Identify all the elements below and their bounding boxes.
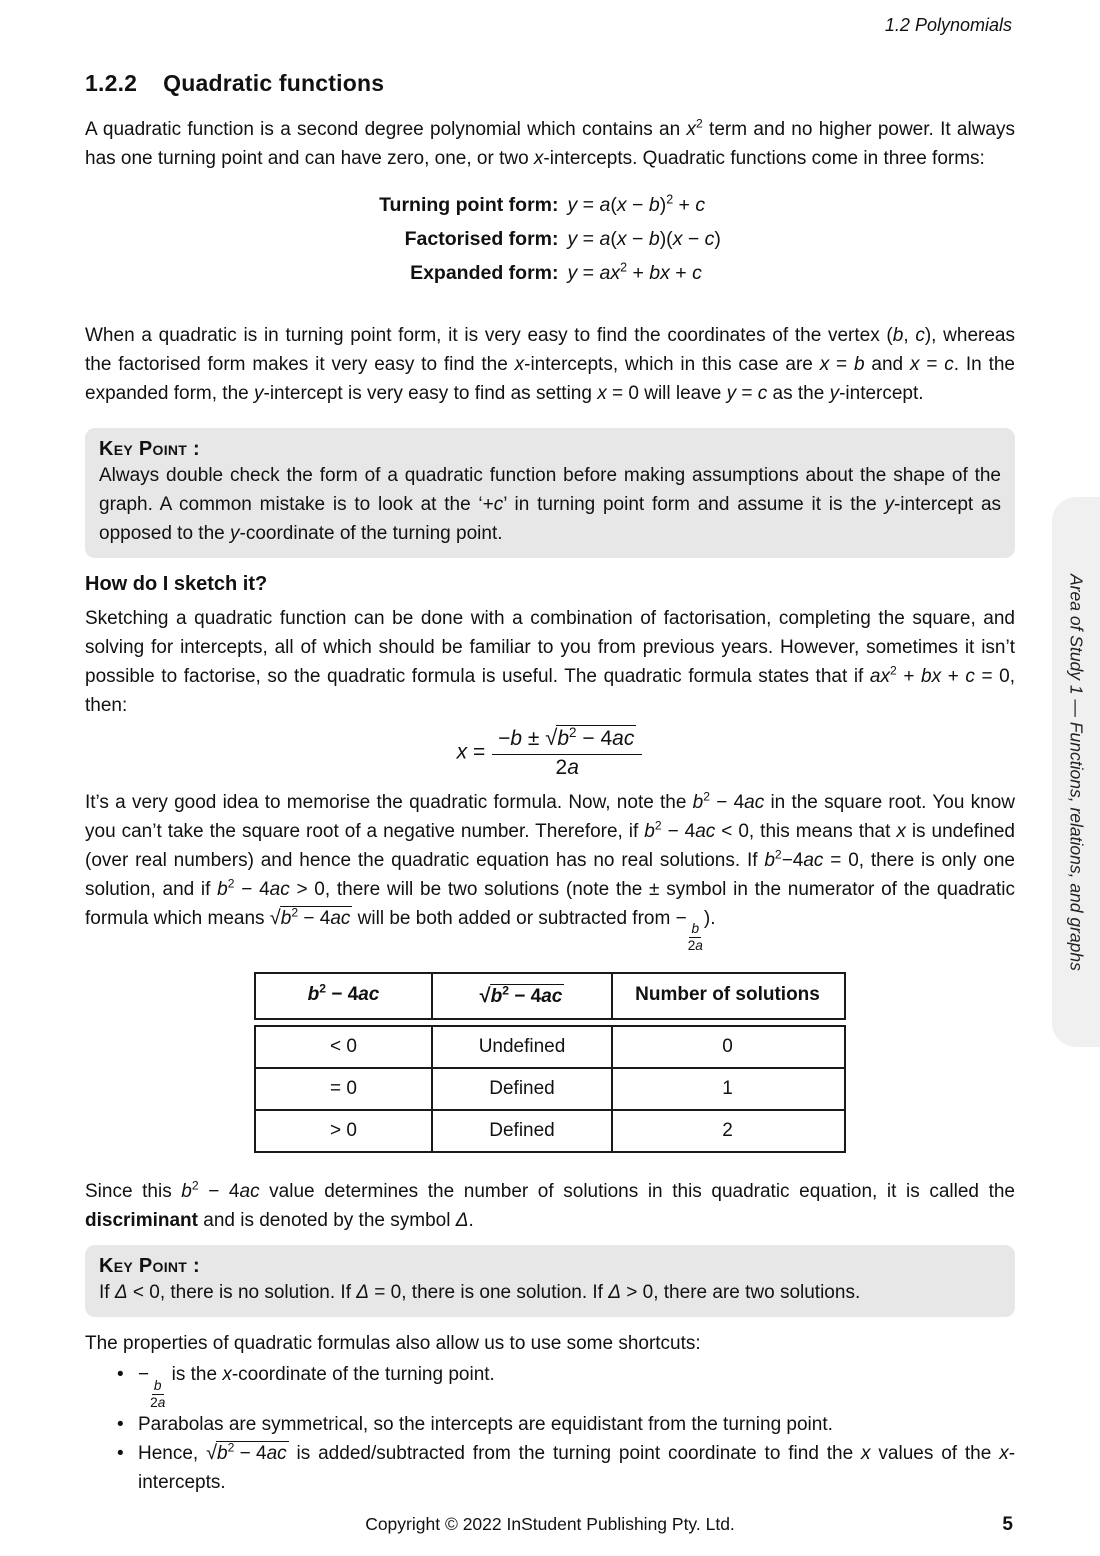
intro-paragraph: A quadratic function is a second degree polynomial which contains an $x^2$ term and no higher power. It always has one turning point and can have zero, one, or two x-intercepts. Quadratic functions come in three forms:: [85, 116, 1016, 169]
section-heading: [85, 70, 1015, 97]
discriminant-table: [254, 972, 846, 1154]
bullet-icon: •: [117, 1443, 124, 1465]
chapter-label: 1.2 Polynomials: [884, 15, 1012, 35]
form-label-expanded: Expanded form:: [410, 262, 559, 284]
discriminant-paragraph: Since this $b^2 - 4ac$ value determines the number of solutions in this quadratic equation, it is called the discriminant and is denoted by the symbol Δ.: [85, 1178, 1015, 1232]
table-cell: = 0: [256, 1069, 433, 1109]
area-of-study-label: Area of Study 1 — Functions, relations, and graphs: [1066, 573, 1087, 971]
section-number: 1.2.2: [85, 70, 138, 96]
key-point-label: Key Point :: [99, 438, 200, 460]
table-cell: 2: [722, 1120, 733, 1142]
page-footer: [85, 1514, 1015, 1540]
table-body: [254, 1025, 846, 1153]
page-number: 5: [1002, 1514, 1013, 1535]
table-header-cell: $b^2 - 4ac$: [256, 974, 433, 1019]
table-cell: 1: [722, 1078, 733, 1100]
quadratic-forms-block: [379, 193, 721, 285]
key-point-body: If Δ < 0, there is no solution. If Δ = 0, there is one solution. If Δ > 0, there are two solutions.: [99, 1282, 861, 1304]
bullet-icon: •: [117, 1364, 124, 1386]
table-row: [256, 1109, 844, 1151]
table-cell: < 0: [256, 1027, 433, 1067]
key-point-body: Always double check the form of a quadratic function before making assumptions about the shape of the graph. A common mistake is to look at the ‘+c’ in turning point form and assume it is the y-intercept as opposed to the y-coordinate of the turning point.: [99, 465, 1002, 544]
bullet-icon: •: [117, 1414, 124, 1436]
table-cell: > 0: [256, 1111, 433, 1151]
page-content: [85, 0, 1015, 1497]
table-row: [256, 1027, 844, 1067]
table-cell: 0: [722, 1036, 733, 1058]
copyright-text: Copyright © 2022 InStudent Publishing Pty. Ltd.: [365, 1514, 735, 1534]
form-label-factorised: Factorised form:: [404, 228, 559, 250]
key-point-label: Key Point :: [99, 1255, 200, 1278]
quadratic-formula: x = $\frac{-b \pm √b^2 - 4ac}{2a}$: [85, 724, 1015, 782]
list-item: [117, 1439, 1015, 1497]
list-item: [117, 1360, 1015, 1410]
sketch-paragraph: Sketching a quadratic function can be done with a combination of factorisation, completing the square, and solving for intercepts, all of which should be familiar to you from previous years. However, sometimes it isn’t possible to factorise, so the quadratic formula is useful. The quadratic formula states that if $ax^2$ + bx + c = 0, then:: [85, 608, 1016, 716]
table-header-row: [254, 972, 846, 1021]
vertex-paragraph: When a quadratic is in turning point form, it is very easy to find the coordinates of the vertex (b, c), whereas the factorised form makes it very easy to find the x-intercepts, which in this case are x = b and x = c. In the expanded form, the y-intercept is very easy to find as setting x = 0 will leave y = c as the y-intercept.: [85, 325, 1015, 404]
table-cell: Defined: [433, 1111, 613, 1151]
shortcuts-list: [85, 1360, 1015, 1497]
table-cell: Defined: [433, 1069, 613, 1109]
table-header-cell: $√b^2 - 4ac$: [433, 974, 613, 1019]
shortcuts-intro: The properties of quadratic formulas also allow us to use some shortcuts:: [85, 1333, 701, 1355]
list-item-text: Hence, $√b^2 - 4ac$ is added/subtracted from the turning point coordinate to find the x values of the x-intercepts.: [138, 1440, 1016, 1494]
form-math-factorised: y = a(x − b)(x − c): [567, 228, 721, 250]
list-item-text: − $\frac{b}{2a}$ is the x-coordinate of the turning point.: [138, 1364, 495, 1410]
table-cell: Undefined: [433, 1027, 613, 1067]
form-math-expanded: $y = ax^2$ + bx + c: [567, 260, 702, 284]
table-header-cell: Number of solutions: [635, 983, 820, 1005]
form-label-turning-point: Turning point form:: [379, 194, 559, 216]
list-item-text: Parabolas are symmetrical, so the intercepts are equidistant from the turning point.: [138, 1414, 833, 1436]
memorise-paragraph: It’s a very good idea to memorise the quadratic formula. Now, note the $b^2 - 4ac$ in the square root. You know you can’t take the square root of a negative number. Therefore, if $b^2 - 4ac < 0$, this means that x is undefined (over real numbers) and hence the quadratic equation has no real solutions. If $b^2-4ac = 0$, there is only one solution, and if $b^2 - 4ac > 0$, there will be two solutions (note the ± symbol in the numerator of the quadratic formula which means $√b^2 - 4ac$ will be both added or subtracted from − $\frac{b}{2a}$ ).: [85, 789, 1015, 953]
section-title: Quadratic functions: [163, 70, 385, 96]
key-point-box-2: [85, 1245, 1015, 1317]
form-math-turning-point: $y = a(x - b)^2 + c$: [567, 192, 706, 216]
area-of-study-tab: [1052, 497, 1100, 1047]
key-point-box-1: [85, 428, 1015, 558]
list-item: [117, 1410, 1015, 1439]
sketch-heading: How do I sketch it?: [85, 573, 268, 595]
table-row: [256, 1067, 844, 1109]
